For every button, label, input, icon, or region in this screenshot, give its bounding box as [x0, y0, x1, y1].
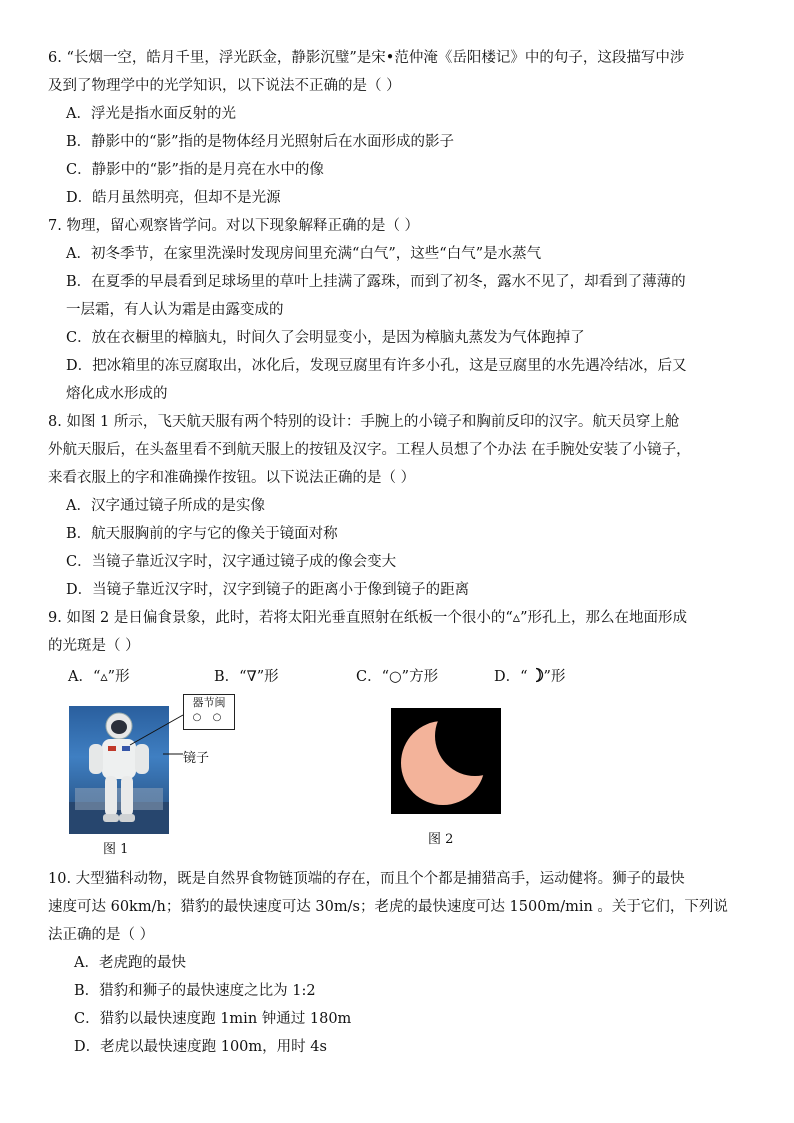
q9-option-d-prefix: D．“: [494, 669, 528, 685]
q8-option-b: B．航天服胸前的字与它的像关于镜面对称: [66, 526, 338, 542]
figure-2-caption: 图 2: [428, 832, 454, 847]
q7-option-c: C．放在衣橱里的樟脑丸，时间久了会明显变小，是因为樟脑丸蒸发为气体跑掉了: [66, 330, 585, 346]
q9-options-row: [68, 667, 628, 687]
q8-option-a: A．汉字通过镜子所成的是实像: [66, 498, 265, 514]
q10-option-d: D．老虎以最快速度跑 100m，用时 4s: [74, 1039, 327, 1055]
q7-option-b-line1: B．在夏季的早晨看到足球场里的草叶上挂满了露珠，而到了初冬，露水不见了，却看到了薄薄的: [66, 274, 686, 290]
q6-stem-line1: 6. “长烟一空，皓月千里，浮光跃金，静影沉璧”是宋•范仲淹《岳阳楼记》中的句子，这段描写中涉: [48, 50, 685, 66]
q9-option-a: A．“▵”形: [68, 669, 130, 685]
q7-option-a: A．初冬季节，在家里洗澡时发现房间里充满“白气”，这些“白气”是水蒸气: [66, 246, 542, 262]
q6-option-d: D．皓月虽然明亮，但却不是光源: [66, 190, 281, 206]
q9-option-d: [494, 667, 565, 687]
q6-option-c: C．静影中的“影”指的是月亮在水中的像: [66, 162, 324, 178]
figure-2-eclipse-photo: [391, 708, 501, 814]
q7-stem: 7. 物理，留心观察皆学问。对以下现象解释正确的是（ ）: [48, 218, 420, 234]
q6-stem-line2: 及到了物理学中的光学知识，以下说法不正确的是（ ）: [48, 78, 401, 94]
q6-option-a: A．浮光是指水面反射的光: [66, 106, 236, 122]
button-dots: ○ ○: [192, 712, 226, 723]
chinese-characters-inset: [183, 694, 235, 730]
q8-stem-line1: 8. 如图 1 所示，飞天航天服有两个特别的设计：手腕上的小镜子和胸前反印的汉字。航天员穿上舱: [48, 414, 680, 430]
figure-1-astronaut-photo: [69, 706, 169, 834]
reversed-characters-text: 器节闽: [192, 696, 226, 709]
q9-stem-line2: 的光斑是（ ）: [48, 638, 140, 654]
crescent-shape-icon: [528, 667, 544, 683]
q10-stem-line3: 法正确的是（ ）: [48, 927, 155, 943]
q9-stem-line1: 9. 如图 2 是日偏食景象，此时，若将太阳光垂直照射在纸板一个很小的“▵”形孔上，那么在地面形成: [48, 610, 687, 626]
q8-stem-line3: 来看衣服上的字和准确操作按钮。以下说法正确的是（ ）: [48, 470, 416, 486]
q6-option-b: B．静影中的“影”指的是物体经月光照射后在水面形成的影子: [66, 134, 454, 150]
partial-eclipse-image: [391, 708, 501, 814]
q7-option-d-line2: 熔化成水形成的: [66, 386, 168, 402]
q7-option-b-line2: 一层霜，有人认为霜是由露变成的: [66, 302, 284, 318]
figure-1-caption: 图 1: [103, 842, 129, 857]
mirror-label: 镜子: [183, 751, 210, 766]
q10-option-a: A．老虎跑的最快: [74, 955, 186, 971]
q10-option-c: C．猎豹以最快速度跑 1min 钟通过 180m: [74, 1011, 352, 1027]
q10-stem-line1: 10. 大型猫科动物，既是自然界食物链顶端的存在，而且个个都是捕猎高手，运动健将。狮子的最快: [48, 871, 685, 887]
q10-stem-line2: 速度可达 60km/h；猎豹的最快速度可达 30m/s；老虎的最快速度可达 1500m/min 。关于它们，下列说: [48, 899, 728, 915]
q7-option-d-line1: D．把冰箱里的冻豆腐取出，冰化后，发现豆腐里有许多小孔，这是豆腐里的水先遇冷结冰，后又: [66, 358, 687, 374]
astronaut-illustration: [69, 706, 169, 834]
q8-stem-line2: 外航天服后，在头盔里看不到航天服上的按钮及汉字。工程人员想了个办法 在手腕处安装了小镜子，: [48, 442, 691, 458]
q9-option-b: B．“∇”形: [214, 669, 279, 685]
q10-option-b: B．猎豹和狮子的最快速度之比为 1:2: [74, 983, 316, 999]
q9-option-d-suffix: ”形: [543, 669, 566, 685]
q8-option-c: C．当镜子靠近汉字时，汉字通过镜子成的像会变大: [66, 554, 397, 570]
q8-option-d: D．当镜子靠近汉字时，汉字到镜子的距离小于像到镜子的距离: [66, 582, 470, 598]
q9-option-c: C．“○”方形: [356, 669, 439, 685]
